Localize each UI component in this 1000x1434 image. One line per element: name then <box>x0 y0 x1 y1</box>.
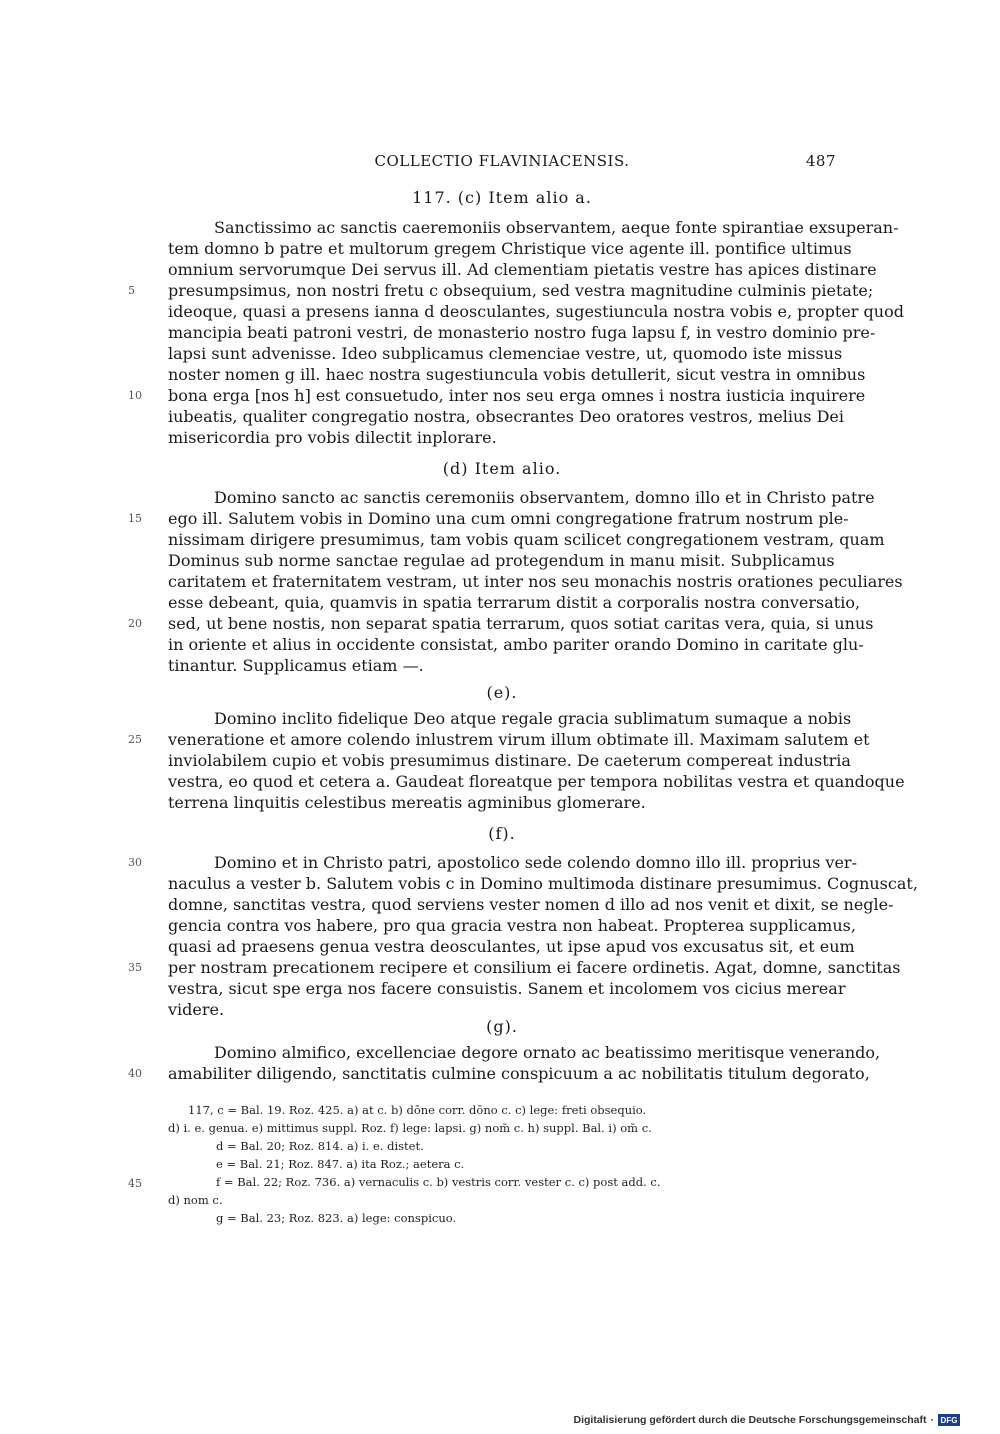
text-line: Domino inclito fidelique Deo atque regale gracia sublimatum sumaque a nobis <box>214 709 852 728</box>
text-line: esse debeant, quia, quamvis in spatia terrarum distit a corporalis nostra conversatio, <box>168 593 861 612</box>
section-heading-e: (e). <box>486 683 518 702</box>
text-line: in oriente et alius in occidente consistat, ambo pariter orando Domino in caritate glu- <box>168 635 864 654</box>
section-heading-c: 117. (c) Item alio a. <box>412 188 592 207</box>
line-number: 35 <box>128 961 142 974</box>
text-line: tinantur. Supplicamus etiam —. <box>168 656 424 675</box>
text-line: ego ill. Salutem vobis in Domino una cum omni congregatione fratrum nostrum ple- <box>168 509 849 528</box>
text-line: misericordia pro vobis dilectit inplorare. <box>168 428 497 447</box>
section-heading-d: (d) Item alio. <box>442 459 562 478</box>
line-number: 15 <box>128 512 142 525</box>
text-line: Dominus sub norme sanctae regulae ad protegendum in manu misit. Subplicamus <box>168 551 835 570</box>
text-line: gencia contra vos habere, pro qua gracia vestra non habeat. Propterea supplicamus, <box>168 916 856 935</box>
text-line: caritatem et fraternitatem vestram, ut inter nos seu monachis nostris orationes peculiares <box>168 572 903 591</box>
text-line: inviolabilem cupio et vobis presumimus distinare. De caeterum compereat industria <box>168 751 851 770</box>
text-line: veneratione et amore colendo inlustrem virum illum obtimate ill. Maximam salutem et <box>168 730 870 749</box>
footnote-line: d) i. e. genua. e) mittimus suppl. Roz. f) lege: lapsi. g) nom̄ c. h) suppl. Bal. i) om̄ c. <box>168 1121 652 1135</box>
text-line: tem domno b patre et multorum gregem Christique vice agente ill. pontifice ultimus <box>168 239 852 258</box>
text-line: bona erga [nos h] est consuetudo, inter nos seu erga omnes i nostra iusticia inquirere <box>168 386 866 405</box>
footnote-line: d) nom c. <box>168 1193 223 1207</box>
credit-text: Digitalisierung gefördert durch die Deutsche Forschungsgemeinschaft <box>573 1414 927 1426</box>
text-line: nissimam dirigere presumimus, tam vobis quam scilicet congregationem vestram, quam <box>168 530 885 549</box>
line-number: 40 <box>128 1067 142 1080</box>
text-line: per nostram precationem recipere et consilium ei facere ordinetis. Agat, domne, sanctitas <box>168 958 901 977</box>
footnote-line: 117, c = Bal. 19. Roz. 425. a) at c. b) dōne corr. dōno c. c) lege: freti obsequio. <box>188 1103 647 1117</box>
text-line: presumpsimus, non nostri fretu c obsequium, sed vestra magnitudine culminis pietate; <box>168 281 874 300</box>
text-line: ideoque, quasi a presens ianna d deosculantes, sugestiuncula nostra vobis e, propter quod <box>168 302 904 321</box>
line-number: 10 <box>128 389 142 402</box>
text-line: domne, sanctitas vestra, quod serviens vester nomen d illo ad nos venit et dixit, se negle- <box>168 895 894 914</box>
text-line: Sanctissimo ac sanctis caeremoniis observantem, aeque fonte spirantiae exsuperan- <box>214 218 899 237</box>
running-title: COLLECTIO FLAVINIACENSIS. <box>374 152 630 170</box>
text-line: terrena linquitis celestibus mereatis agminibus glomerare. <box>168 793 646 812</box>
footnote-line: d = Bal. 20; Roz. 814. a) i. e. distet. <box>216 1139 424 1153</box>
text-line: noster nomen g ill. haec nostra sugestiuncula vobis detullerit, sicut vestra in omnibus <box>168 365 866 384</box>
footnote-line: e = Bal. 21; Roz. 847. a) ita Roz.; aetera c. <box>216 1157 465 1171</box>
page-number: 487 <box>805 152 836 170</box>
running-head <box>168 152 836 172</box>
text-line: Domino almifico, excellenciae degore ornato ac beatissimo meritisque venerando, <box>214 1043 881 1062</box>
footnote-line: f = Bal. 22; Roz. 736. a) vernaculis c. b) vestris corr. vester c. c) post add. c. <box>216 1175 661 1189</box>
text-line: vestra, sicut spe erga nos facere consuistis. Sanem et incolomem vos cicius merear <box>168 979 846 998</box>
text-line: omnium servorumque Dei servus ill. Ad clementiam pietatis vestre has apices distinare <box>168 260 877 279</box>
digitization-credit: Digitalisierung gefördert durch die Deutsche Forschungsgemeinschaft · DFG <box>574 1414 960 1426</box>
text-line: sed, ut bene nostis, non separat spatia terrarum, quos sotiat caritas vera, quia, si unus <box>168 614 874 633</box>
text-line: amabiliter diligendo, sanctitatis culmine conspicuum a ac nobilitatis titulum degorato, <box>168 1064 870 1083</box>
line-number: 20 <box>128 617 142 630</box>
text-line: iubeatis, qualiter congregatio nostra, obsecrantes Deo oratores vestros, melius Dei <box>168 407 845 426</box>
line-number: 5 <box>128 284 135 297</box>
text-line: vestra, eo quod et cetera a. Gaudeat floreatque per tempora nobilitas vestra et quandoque <box>168 772 905 791</box>
text-line: mancipia beati patroni vestri, de monasterio nostro fuga lapsu f, in vestro dominio pre- <box>168 323 876 342</box>
text-line: Domino et in Christo patri, apostolico sede colendo domno illo ill. proprius ver- <box>214 853 857 872</box>
section-heading-g: (g). <box>486 1017 518 1036</box>
text-line: quasi ad praesens genua vestra deosculantes, ut ipse apud vos excusatus sit, et eum <box>168 937 855 956</box>
footnote-line: g = Bal. 23; Roz. 823. a) lege: conspicuo. <box>216 1211 457 1225</box>
dfg-logo: DFG <box>938 1414 960 1426</box>
line-number: 45 <box>128 1177 142 1190</box>
text-line: lapsi sunt advenisse. Ideo subplicamus clemenciae vestre, ut, quomodo iste missus <box>168 344 843 363</box>
text-line: Domino sancto ac sanctis ceremoniis observantem, domno illo et in Christo patre <box>214 488 875 507</box>
line-number: 30 <box>128 856 142 869</box>
section-heading-f: (f). <box>488 824 516 843</box>
line-number: 25 <box>128 733 142 746</box>
text-line: naculus a vester b. Salutem vobis c in Domino multimoda distinare presumimus. Cognuscat, <box>168 874 918 893</box>
text-line: videre. <box>168 1000 225 1019</box>
